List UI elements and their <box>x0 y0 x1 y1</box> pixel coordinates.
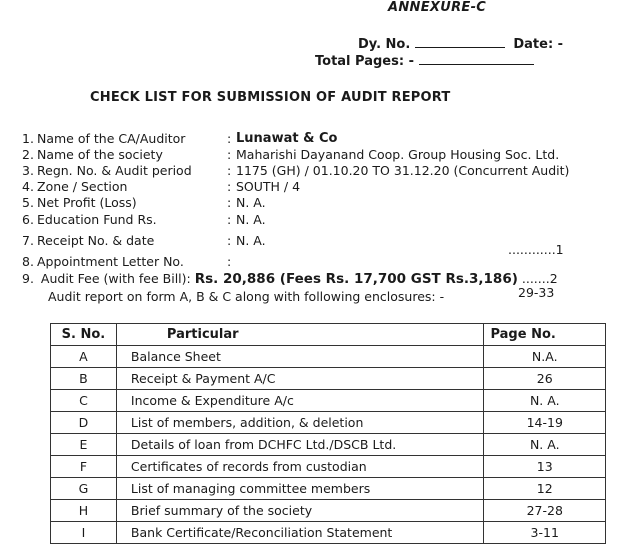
table-row <box>51 368 606 390</box>
cell-particular: Income & Expenditure A/c <box>116 390 484 412</box>
field-value-net-profit: N. A. <box>236 195 266 210</box>
field-label: Receipt No. & date <box>37 233 155 248</box>
field-value-education-fund: N. A. <box>236 212 266 227</box>
cell-page: 13 <box>484 456 606 478</box>
column-header-particular: Particular <box>116 324 484 346</box>
field-label: Zone / Section <box>37 179 128 194</box>
cell-particular: Bank Certificate/Reconciliation Statement <box>116 522 484 544</box>
cell-particular: Balance Sheet <box>116 346 484 368</box>
field-number: 8. <box>22 254 34 269</box>
cell-particular: Certificates of records from custodian <box>116 456 484 478</box>
table-header-row <box>51 324 606 346</box>
table-row <box>51 478 606 500</box>
document-title: CHECK LIST FOR SUBMISSION OF AUDIT REPORT <box>90 90 451 105</box>
table-row <box>51 434 606 456</box>
cell-page: N. A. <box>484 390 606 412</box>
table-row <box>51 500 606 522</box>
field-value-society: Maharishi Dayanand Coop. Group Housing Soc. Ltd. <box>236 147 560 162</box>
table-row <box>51 390 606 412</box>
table-row <box>51 412 606 434</box>
field-number: 9. <box>22 271 34 286</box>
cell-sno: I <box>51 522 117 544</box>
field-row <box>0 195 631 211</box>
dy-no-blank <box>415 47 505 48</box>
field-label: Education Fund Rs. <box>37 212 157 227</box>
table-row <box>51 456 606 478</box>
field-number: 6. <box>22 212 34 227</box>
table-row <box>51 346 606 368</box>
cell-sno: G <box>51 478 117 500</box>
field-row <box>0 131 631 147</box>
field-label: Name of the CA/Auditor <box>37 131 186 146</box>
cell-sno: A <box>51 346 117 368</box>
field-colon: : <box>227 233 232 248</box>
cell-sno: B <box>51 368 117 390</box>
column-header-page: Page No. <box>484 324 606 346</box>
enclosures-page-ref: 29-33 <box>518 285 555 300</box>
cell-page: N. A. <box>484 434 606 456</box>
cell-particular: Receipt & Payment A/C <box>116 368 484 390</box>
column-header-sno: S. No. <box>51 324 117 346</box>
field-colon: : <box>227 131 232 146</box>
field-colon: : <box>227 212 232 227</box>
cell-page: 3-11 <box>484 522 606 544</box>
field-colon: : <box>227 179 232 194</box>
field-value-receipt: N. A. <box>236 233 266 248</box>
cell-particular: List of managing committee members <box>116 478 484 500</box>
cell-page: 27-28 <box>484 500 606 522</box>
field-number: 7. <box>22 233 34 248</box>
field-colon: : <box>227 254 232 269</box>
total-pages-row <box>315 54 534 69</box>
field-row <box>0 163 631 179</box>
field-number: 1. <box>22 131 34 146</box>
cell-particular: Details of loan from DCHFC Ltd./DSCB Ltd. <box>116 434 484 456</box>
field-colon: : <box>227 147 232 162</box>
field-number: 4. <box>22 179 34 194</box>
cell-sno: D <box>51 412 117 434</box>
field-number: 2. <box>22 147 34 162</box>
cell-sno: F <box>51 456 117 478</box>
table-row <box>51 522 606 544</box>
field-value-zone: SOUTH / 4 <box>236 179 301 194</box>
dy-no-row <box>358 37 563 52</box>
cell-page: 14-19 <box>484 412 606 434</box>
field-value-auditor: Lunawat & Co <box>236 131 338 146</box>
date-label: Date: - <box>513 37 564 52</box>
enclosures-note: Audit report on form A, B & C along with following enclosures: - <box>48 289 445 304</box>
field-row <box>0 179 631 195</box>
audit-fee-row <box>22 271 558 287</box>
enclosures-table <box>50 323 606 544</box>
audit-fee-value: Rs. 20,886 (Fees Rs. 17,700 GST Rs.3,186) <box>194 271 518 287</box>
dy-no-label: Dy. No. <box>358 37 411 52</box>
field-row <box>0 212 631 228</box>
field-label: Regn. No. & Audit period <box>37 163 192 178</box>
audit-fee-page-ref: .......2 <box>521 271 558 286</box>
cell-particular: Brief summary of the society <box>116 500 484 522</box>
field-label: Net Profit (Loss) <box>37 195 137 210</box>
field-colon: : <box>227 195 232 210</box>
cell-page: 12 <box>484 478 606 500</box>
cell-page: 26 <box>484 368 606 390</box>
field-number: 3. <box>22 163 34 178</box>
cell-sno: C <box>51 390 117 412</box>
cell-sno: H <box>51 500 117 522</box>
appointment-page-ref: ............1 <box>508 242 564 257</box>
audit-fee-label: Audit Fee (with fee Bill): <box>40 271 191 286</box>
field-value-regn: 1175 (GH) / 01.10.20 TO 31.12.20 (Concurrent Audit) <box>236 163 570 178</box>
field-number: 5. <box>22 195 34 210</box>
annexure-heading: ANNEXURE-C <box>388 0 487 15</box>
field-colon: : <box>227 163 232 178</box>
cell-page: N.A. <box>484 346 606 368</box>
total-pages-blank <box>419 64 534 65</box>
cell-particular: List of members, addition, & deletion <box>116 412 484 434</box>
field-row <box>0 147 631 163</box>
cell-sno: E <box>51 434 117 456</box>
field-label: Name of the society <box>37 147 163 162</box>
field-label: Appointment Letter No. <box>37 254 184 269</box>
total-pages-label: Total Pages: - <box>315 54 414 69</box>
